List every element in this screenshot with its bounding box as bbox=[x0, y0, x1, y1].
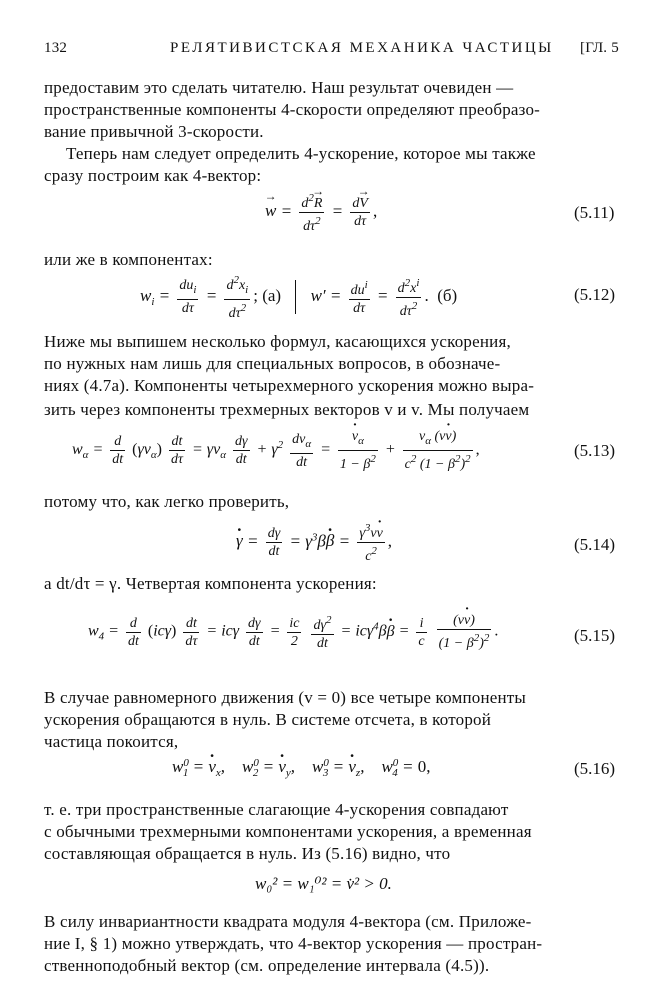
equation-5-12: $w_i$ = $\frac{du_i}{d\tau}$ = $\frac{d^2x_i}{d\tau^2}$ ; (а) w′ = $\frac{du^i}{d\tau}$ = $\frac{d^2x^i}{d\tau^2}$ . (б) bbox=[140, 274, 458, 321]
paragraph-line: ственноподобный вектор (см. определение интервала (4.5)). bbox=[44, 956, 490, 975]
equation-5-14: · γ = $\frac{d\gamma}{dt}$ = $\gamma^3\beta\cdot \beta$ = $\frac{\gamma^3v\cdot v}{c^2}$ , bbox=[236, 520, 392, 565]
equation-number: (5.13) bbox=[574, 441, 616, 460]
running-title: РЕЛЯТИВИСТСКАЯ МЕХАНИКА ЧАСТИЦЫ bbox=[170, 40, 554, 56]
equation-number: (5.11) bbox=[574, 203, 615, 222]
eq-label-b: (б) bbox=[437, 285, 458, 305]
equation-number: (5.12) bbox=[574, 285, 616, 304]
equation-number: (5.15) bbox=[574, 626, 616, 645]
paragraph-line: зить через компоненты трехмерных векторов v и v. Мы получаем bbox=[44, 400, 530, 419]
equation-number: (5.14) bbox=[574, 535, 616, 554]
paragraph-line: с обычными трехмерными компонентами ускорения, а временная bbox=[44, 822, 532, 841]
paragraph-line: потому что, как легко проверить, bbox=[44, 492, 290, 511]
eq-label-a: (а) bbox=[262, 285, 282, 305]
equation-inequality: w₀² = w₁⁰² = v̇² > 0. bbox=[255, 874, 392, 893]
paragraph-line: составляющая обращается в нуль. Из (5.16) видно, что bbox=[44, 844, 451, 863]
paragraph-line: сразу построим как 4-вектор: bbox=[44, 166, 262, 185]
paragraph-line: В случае равномерного движения (v = 0) все четыре компоненты bbox=[44, 688, 527, 707]
paragraph-line: а dt/dτ = γ. Четвертая компонента ускорения: bbox=[44, 574, 377, 593]
paragraph-line: В силу инвариантности квадрата модуля 4-вектора (см. Приложе- bbox=[44, 912, 532, 931]
equation-5-11: → w = $\frac{d^2\to R}{d\tau^2}$ = $\frac{d\to V}{d\tau}$ , bbox=[265, 190, 377, 235]
equation-5-15: $w_4$ = $\frac{d}{dt}$ (icγ) $\frac{dt}{d\tau}$ = icγ $\frac{d\gamma}{dt}$ = $\frac{ic}{2}$ $\frac{d\gamma^2}{dt}$ = icγ$^4$β· β = $\frac{i}{c}$ $\frac{(v\cdot v)}{(1 - \beta^2)^2}$ . bbox=[88, 612, 498, 652]
paragraph-line: ускорения обращаются в нуль. В системе отсчета, в которой bbox=[44, 710, 492, 729]
paragraph-line: ние I, § 1) можно утверждать, что 4-вектор ускорения — простран- bbox=[44, 934, 543, 953]
equation-5-16: $w^0_1$ = · $v_x$, $w^0_2$ = · $v_y$, $w^0_3$ = · $v_z$, $w^0_4 = 0$, bbox=[172, 757, 431, 779]
paragraph-line: Теперь нам следует определить 4-ускорение, которое мы также bbox=[66, 144, 536, 163]
paragraph-line: ниях (4.7а). Компоненты четырехмерного ускорения можно выра- bbox=[44, 376, 535, 395]
chapter-label: [ГЛ. 5 bbox=[580, 40, 619, 56]
equation-number: (5.16) bbox=[574, 759, 616, 778]
equation-5-13: $w_\alpha$ = $\frac{d}{dt}$ $(\gamma v_\alpha)$ $\frac{dt}{d\tau}$ = $\gamma v_\alpha$ $\frac{d\gamma}{dt}$ + $\gamma^2$ $\frac{dv_\alpha}{dt}$ = · $\frac{v_\alpha}{1 - \beta^2}$ + $\frac{v_\alpha (v\cdot v)}{c^2 (1 - \beta^2)^2}$ , bbox=[72, 428, 480, 473]
paragraph-line: пространственные компоненты 4-скорости определяют преобразо- bbox=[44, 100, 541, 119]
paragraph-line: предоставим это сделать читателю. Наш результат очевиден — bbox=[44, 78, 514, 97]
page-number: 132 bbox=[44, 40, 68, 56]
paragraph-line: вание привычной 3-скорости. bbox=[44, 122, 264, 141]
paragraph-line: по нужных нам лишь для специальных вопросов, в обозначе- bbox=[44, 354, 501, 373]
paragraph-line: частица покоится, bbox=[44, 732, 179, 751]
paragraph-line: Ниже мы выпишем несколько формул, касающихся ускорения, bbox=[44, 332, 511, 351]
paragraph-line: или же в компонентах: bbox=[44, 250, 213, 269]
paragraph-line: т. е. три пространственные слагающие 4-ускорения совпадают bbox=[44, 800, 509, 819]
